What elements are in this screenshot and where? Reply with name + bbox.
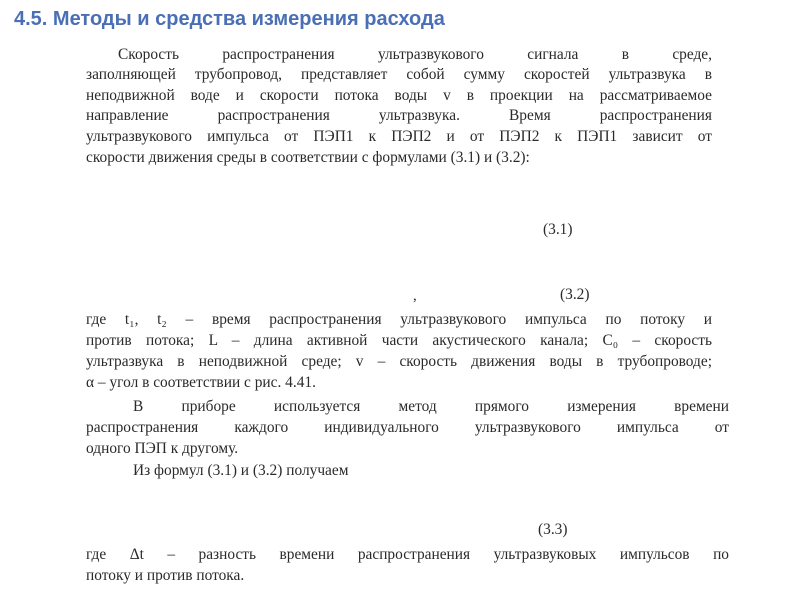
formula-comma: , [413,288,417,304]
text-line: ультразвука в неподвижной среде; v – скорость движения воды в трубопроводе; [86,353,712,370]
page-title: 4.5. Методы и средства измерения расхода [14,8,445,30]
text-line: потоку и против потока. [86,567,245,584]
text-line: неподвижной воде и скорости потока воды v в проекции на рассматриваемое [86,87,712,104]
formula-number-3-2: (3.2) [560,286,590,303]
text-line: распространения каждого индивидуального ультразвукового импульса от [86,419,729,436]
formula-number-3-3: (3.3) [538,521,568,538]
text-line: скорости движения среды в соответствии с формулами (3.1) и (3.2): [86,149,530,166]
text-line: направление распространения ультразвука. Время распространения [86,107,712,124]
text-line: против потока; L – длина активной части акустического канала; C₀ – скорость [86,332,712,349]
text-line: ультразвукового импульса от ПЭП1 к ПЭП2 и от ПЭП2 к ПЭП1 зависит от [86,128,712,145]
formula-number-3-1: (3.1) [543,221,573,238]
text-line: заполняющей трубопровод, представляет собой сумму скоростей ультразвука в [86,66,712,83]
text-line: В приборе используется метод прямого измерения времени [133,398,729,415]
text-line: где Δt – разность времени распространения ультразвуковых импульсов по [86,546,729,563]
paragraph-derivation: Из формул (3.1) и (3.2) получаем [133,462,349,479]
text-line: где t₁, t₂ – время распространения ультразвукового импульса по потоку и [86,311,712,328]
text-line: Скорость распространения ультразвукового сигнала в среде, [118,46,712,63]
text-line: одного ПЭП к другому. [86,440,239,457]
text-line: α – угол в соответствии с рис. 4.41. [86,374,316,391]
